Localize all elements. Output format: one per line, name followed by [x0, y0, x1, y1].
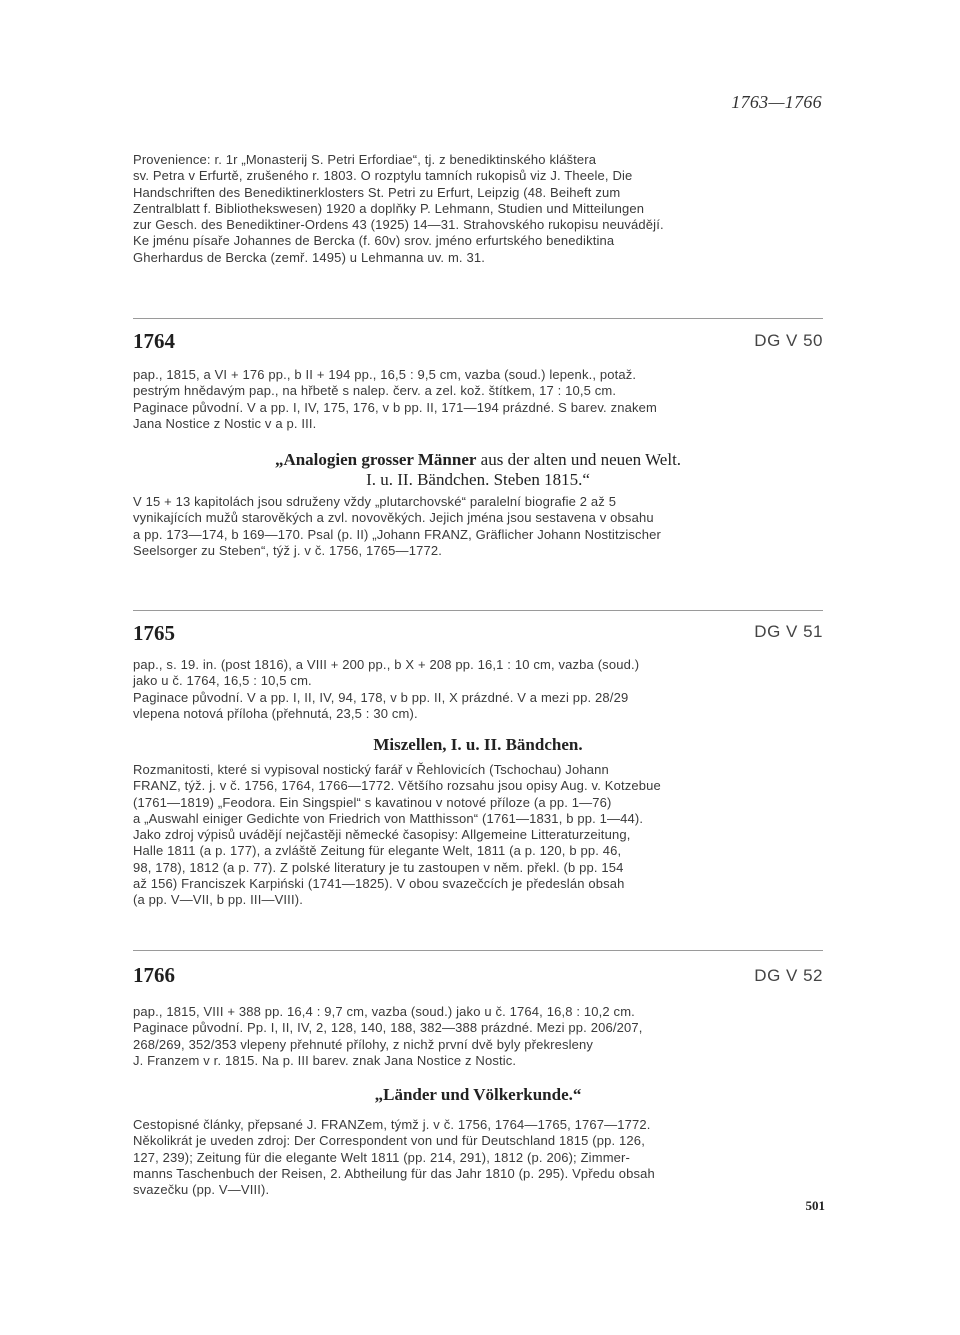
title-line: [133, 735, 823, 755]
section-divider: [133, 950, 823, 951]
title-bold: „Analogien grosser Männer: [274, 450, 477, 469]
text-line: až 156) Franciszek Karpiński (1741—1825). V obou svazečcích je předeslán obsah: [133, 876, 625, 892]
text-line: (1761—1819) „Feodora. Ein Singspiel“ s kavatinou v notové příloze (a pp. 1—76): [133, 794, 612, 810]
text-line: zur Gesch. des Benediktiner-Ordens 43 (1925) 14—31. Strahovského rukopisu neuvádějí.: [133, 217, 664, 233]
text-line: Jana Nostice z Nostic v a p. III.: [133, 415, 317, 431]
shelf-mark: DG V 50: [754, 331, 823, 350]
text-line: Paginace původní. Pp. I, II, IV, 2, 128, 140, 188, 382—388 prázdné. Mezi pp. 206/207,: [133, 1020, 643, 1036]
text-line: 98, 178), 1812 (a p. 77). Z polské literatury je tu zastoupen v něm. překl. (b pp. 154: [133, 859, 624, 875]
shelf-mark: DG V 52: [754, 966, 823, 985]
text-line: Paginace původní. V a pp. I, II, IV, 94, 178, v b pp. II, X prázdné. V a mezi pp. 28/29: [133, 689, 629, 705]
title-line: [133, 450, 823, 470]
text-line: 268/269, 352/353 vlepeny přehnuté přílohy, z nichž první dvě byly překresleny: [133, 1036, 594, 1052]
work-title: [133, 450, 823, 490]
running-head: 1763—1766: [731, 92, 822, 112]
text-line: pap., 1815, VIII + 388 pp. 16,4 : 9,7 cm, vazba (soud.) jako u č. 1764, 16,8 : 10,2 cm.: [133, 1004, 635, 1019]
text-line: Seelsorger zu Steben“, týž j. v č. 1756, 1765—1772.: [133, 542, 442, 558]
title-bold: Miszellen, I. u. II. Bändchen.: [373, 735, 583, 754]
entry-number: 1765: [133, 621, 175, 645]
title-line: [133, 470, 823, 490]
text-line: Ke jménu písaře Johannes de Bercka (f. 60v) srov. jméno erfurtského benediktina: [133, 233, 615, 249]
text-line: pestrým hnědavým pap., na hřbetě s nalep. červ. a zel. kož. štítkem, 17 : 10,5 cm.: [133, 383, 617, 399]
page-number: 501: [805, 1198, 825, 1213]
text-line: Halle 1811 (a p. 177), a zvláště Zeitung für elegante Welt, 1811 (a p. 120, b pp. 46,: [133, 843, 622, 859]
entry-number: 1764: [133, 329, 175, 353]
text-line: Handschriften des Benediktinerklosters St. Petri zu Erfurt, Leipzig (48. Beiheft zum: [133, 184, 621, 200]
text-line: Paginace původní. V a pp. I, IV, 175, 176, v b pp. II, 171—194 prázdné. S barev. znakem: [133, 399, 657, 415]
text-line: pap., 1815, a VI + 176 pp., b II + 194 pp., 16,5 : 9,5 cm, vazba (soud.) lepenk., potaž.: [133, 367, 637, 382]
text-line: 127, 239); Zeitung für die elegante Welt 1811 (pp. 214, 291), 1812 (p. 206); Zimmer-: [133, 1149, 631, 1165]
work-title: [133, 735, 823, 755]
physical-description: [133, 1004, 823, 1069]
text-line: Zentralblatt f. Bibliothekswesen) 1920 a doplňky P. Lehmann, Studien und Mitteilungen: [133, 200, 645, 216]
text-line: Rozmanitosti, které si vypisoval nostický farář v Řehlovicích (Tschochau) Johann: [133, 762, 609, 777]
content-note: [133, 762, 823, 909]
physical-description: [133, 367, 823, 432]
text-line: vynikajících mužů starověkých a zvl. novověkých. Jejich jména jsou sestavena v obsahu: [133, 510, 654, 526]
text-line: a „Auswahl einiger Gedichte von Friedrich von Matthisson“ (1761—1831, b pp. 1—44).: [133, 810, 644, 826]
content-note: [133, 1117, 823, 1198]
text-line: jako u č. 1764, 16,5 : 10,5 cm.: [133, 673, 312, 689]
work-title: [133, 1085, 823, 1105]
text-line: pap., s. 19. in. (post 1816), a VIII + 200 pp., b X + 208 pp. 16,1 : 10 cm, vazba (soud.): [133, 657, 640, 672]
physical-description: [133, 657, 823, 722]
text-line: manns Taschenbuch der Reisen, 2. Abtheilung für das Jahr 1810 (p. 295). Vpředu obsah: [133, 1165, 655, 1181]
text-line: a pp. 173—174, b 169—170. Psal (p. II) „Johann FRANZ, Gräflicher Johann Nostitzischer: [133, 526, 661, 542]
section-divider: [133, 610, 823, 611]
text-line: J. Franzem v r. 1815. Na p. III barev. znak Jana Nostice z Nostic.: [133, 1052, 517, 1068]
text-line: svazečku (pp. V—VIII).: [133, 1182, 270, 1198]
section-divider: [133, 318, 823, 319]
text-line: Cestopisné články, přepsané J. FRANZem, týmž j. v č. 1756, 1764—1765, 1767—1772.: [133, 1117, 651, 1132]
text-line: Provenience: r. 1r „Monasterij S. Petri Erfordiae“, tj. z benediktinského kláštera: [133, 152, 597, 167]
content-note: [133, 494, 823, 559]
provenance-note: [133, 152, 823, 266]
text-line: sv. Petra v Erfurtě, zrušeného r. 1803. O rozptylu tamních rukopisů viz J. Theele, Die: [133, 168, 633, 184]
text-line: vlepena notová příloha (přehnutá, 23,5 : 30 cm).: [133, 705, 418, 721]
text-line: Gherhardus de Bercka (zemř. 1495) u Lehmanna uv. m. 31.: [133, 249, 485, 265]
title-normal: aus der alten und neuen Welt.: [476, 450, 682, 469]
text-line: V 15 + 13 kapitolách jsou sdruženy vždy „plutarchovské“ paralelní biografie 2 až 5: [133, 494, 617, 509]
text-line: FRANZ, týž. j. v č. 1756, 1764, 1766—1772. Většího rozsahu jsou opisy Aug. v. Kotzebue: [133, 778, 661, 794]
title-bold: „Länder und Völkerkunde.“: [374, 1085, 582, 1104]
shelf-mark: DG V 51: [754, 622, 823, 641]
title-line: [133, 1085, 823, 1105]
entry-number: 1766: [133, 963, 175, 987]
text-line: (a pp. V—VII, b pp. III—VIII).: [133, 892, 303, 908]
text-line: Několikrát je uveden zdroj: Der Correspondent von und für Deutschland 1815 (pp. 126,: [133, 1133, 645, 1149]
title-normal: I. u. II. Bändchen. Steben 1815.“: [366, 470, 590, 489]
text-line: Jako zdroj výpisů uvádějí nejčastěji německé časopisy: Allgemeine Litteraturzeitung,: [133, 827, 631, 843]
